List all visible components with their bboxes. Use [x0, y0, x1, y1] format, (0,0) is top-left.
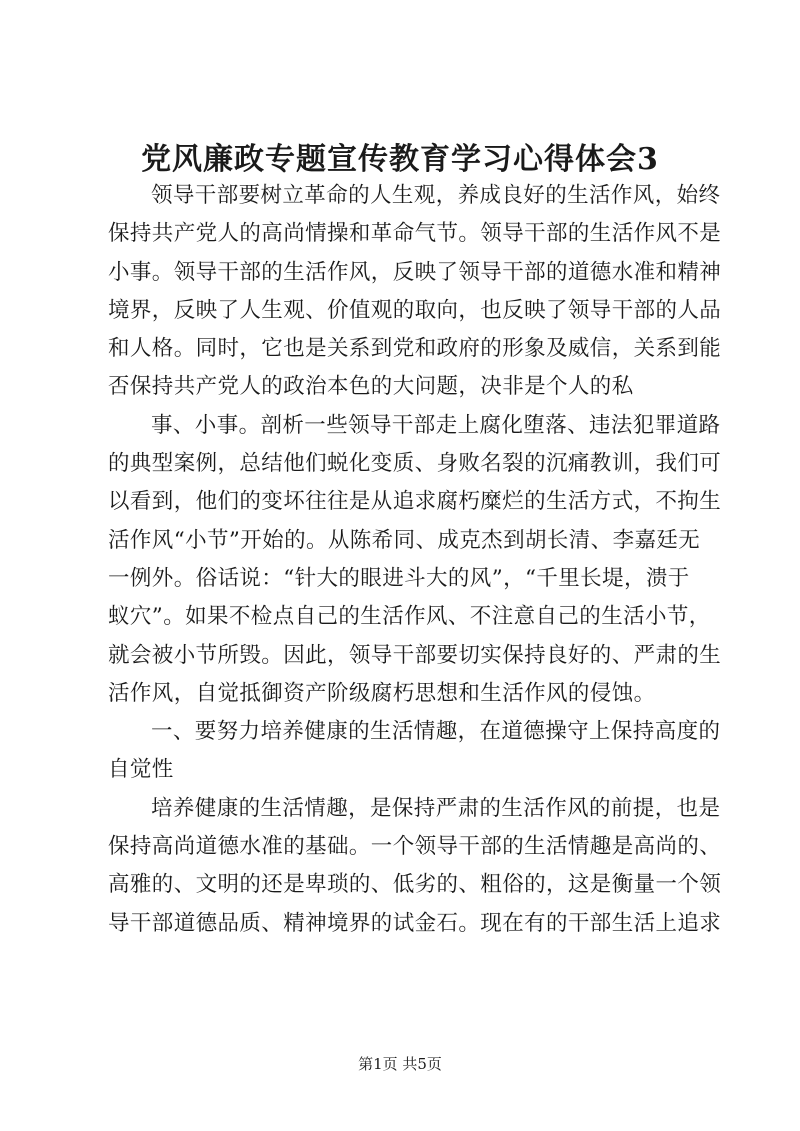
- body-text-line: 小事。领导干部的生活作风，反映了领导干部的道德水准和精神: [108, 259, 722, 285]
- body-text-line: 保持共产党人的高尚情操和革命气节。领导干部的生活作风不是: [108, 221, 722, 247]
- body-text-line: 事、小事。剖析一些领导干部走上腐化堕落、违法犯罪道路: [151, 412, 721, 438]
- document-title: 党风廉政专题宣传教育学习心得体会3: [141, 142, 659, 177]
- body-text-line: 活作风“小节”开始的。从陈希同、成克杰到胡长清、李嘉廷无: [108, 527, 701, 553]
- body-text-line: 高雅的、文明的还是卑琐的、低劣的、粗俗的，这是衡量一个领: [108, 872, 722, 898]
- body-text-line: 和人格。同时，它也是关系到党和政府的形象及威信，关系到能: [108, 336, 722, 362]
- body-text-line: 境界，反映了人生观、价值观的取向，也反映了领导干部的人品: [108, 297, 722, 323]
- body-text-line: 以看到，他们的变坏往往是从追求腐朽糜烂的生活方式，不拘生: [108, 489, 722, 515]
- document-body: [108, 177, 722, 943]
- body-text-line: 否保持共产党人的政治本色的大问题，决非是个人的私: [108, 374, 634, 400]
- body-text-line: 培养健康的生活情趣，是保持严肃的生活作风的前提，也是: [151, 795, 721, 821]
- body-text-line: 导干部道德品质、精神境界的试金石。现在有的干部生活上追求: [108, 910, 722, 936]
- body-text-line: 蚁穴”。如果不检点自己的生活作风、不注意自己的生活小节，: [108, 604, 711, 630]
- body-text-line: 自觉性: [108, 757, 174, 783]
- body-text-line: 一例外。俗话说：“针大的眼进斗大的风”，“千里长堤，溃于: [108, 565, 690, 591]
- page-number-footer: 第1页 共5页: [358, 1055, 442, 1073]
- body-text-line: 就会被小节所毁。因此，领导干部要切实保持良好的、严肃的生: [108, 642, 722, 668]
- body-text-line: 一、要努力培养健康的生活情趣，在道德操守上保持高度的: [151, 719, 721, 745]
- body-text-line: 领导干部要树立革命的人生观，养成良好的生活作风，始终: [151, 183, 721, 208]
- body-text-line: 的典型案例，总结他们蜕化变质、身败名裂的沉痛教训，我们可: [108, 451, 722, 477]
- body-text-line: 保持高尚道德水准的基础。一个领导干部的生活情趣是高尚的、: [108, 834, 722, 860]
- body-text-line: 活作风，自觉抵御资产阶级腐朽思想和生活作风的侵蚀。: [108, 680, 656, 706]
